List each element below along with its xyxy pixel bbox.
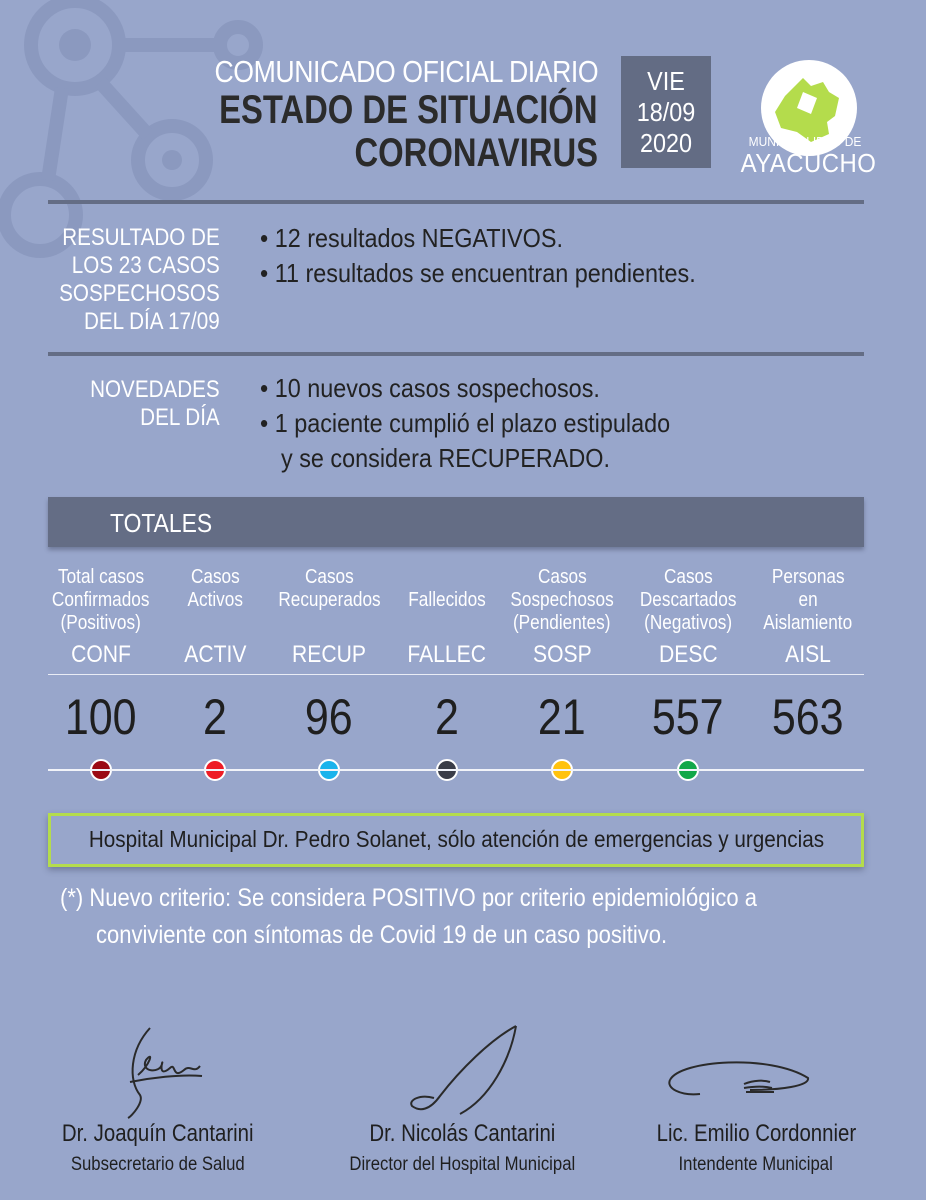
results-label [59, 224, 220, 336]
total-col-abbr-text: RECUP [292, 641, 366, 668]
total-col-desc-line: Aislamiento [763, 612, 853, 634]
total-col-desc-line: Confirmados [52, 589, 150, 611]
total-col-abbr [497, 641, 627, 669]
total-col-desc-line: Casos [190, 566, 240, 588]
criteria-note-line2: conviviente con síntomas de Covid 19 de un caso positivo. [96, 921, 668, 949]
signatory-role-text: Subsecretario de Salud [71, 1154, 245, 1175]
header-title-line2: CORONAVIRUS [354, 131, 598, 175]
total-col-desc-line: Casos [663, 566, 713, 588]
date-daymonth: 18/09 [636, 97, 696, 127]
total-col-desc-line: Personas [771, 566, 845, 588]
signatory-name [322, 1120, 602, 1148]
header-title-line1: ESTADO DE SITUACIÓN [219, 88, 598, 132]
total-col-desc-line: (Pendientes) [513, 612, 611, 634]
total-col-abbr-text: AISL [785, 641, 831, 668]
total-col-value-text: 563 [772, 689, 844, 745]
news-bullet: • 1 paciente cumplió el plazo estipulado [260, 408, 671, 438]
total-col-desc-line: Casos [537, 566, 587, 588]
signature-2 [400, 1020, 530, 1120]
total-col-abbr-text: CONF [71, 641, 131, 668]
news-bullet: • 10 nuevos casos sospechosos. [260, 373, 600, 403]
results-label-line: DEL DÍA 17/09 [84, 308, 220, 335]
total-col-desc [36, 566, 166, 635]
news-label [90, 376, 220, 432]
total-col-desc-line: Fallecidos [408, 589, 486, 611]
total-col-desc-line: en [798, 589, 818, 611]
indicator-track [48, 769, 864, 771]
total-col-abbr-text: FALLEC [407, 641, 487, 668]
signatory-role-text: Intendente Municipal [678, 1154, 834, 1175]
signatory-role [322, 1154, 602, 1176]
signature-1 [110, 1020, 210, 1120]
total-col-abbr-text: ACTIV [183, 641, 247, 668]
results-label-line: RESULTADO DE [62, 224, 221, 251]
total-col-desc-line: (Positivos) [60, 612, 142, 634]
header-subtitle: COMUNICADO OFICIAL DIARIO [214, 54, 598, 89]
totals-title: TOTALES [110, 508, 213, 538]
date-year: 2020 [639, 128, 693, 158]
total-col-value-text: 2 [203, 689, 227, 745]
signatory-role [18, 1154, 298, 1176]
total-col-desc-line: Total casos [57, 566, 145, 588]
total-col-abbr [382, 641, 512, 669]
criteria-note-line1: (*) Nuevo criterio: Se considera POSITIVO por criterio epidemiológico a [60, 884, 757, 912]
section-divider [48, 352, 864, 356]
total-col-abbr [264, 641, 394, 669]
logo-text-top: MUNICIPALIDAD DE [748, 134, 862, 149]
hospital-notice [48, 826, 864, 853]
total-col-abbr [150, 641, 280, 669]
total-col-desc [743, 566, 873, 635]
news-label-line: NOVEDADES [90, 376, 220, 403]
total-col-abbr [623, 641, 753, 669]
total-col-value [492, 688, 632, 746]
total-col-desc [150, 566, 280, 612]
totals-divider [48, 674, 864, 675]
total-col-desc [264, 566, 394, 612]
total-col-value-text: 100 [65, 689, 137, 745]
news-bullet-continuation: y se considera RECUPERADO. [281, 443, 611, 473]
total-col-value-text: 2 [435, 689, 459, 745]
results-bullet: • 12 resultados NEGATIVOS. [260, 223, 563, 253]
signatory-name-text: Dr. Nicolás Cantarini [369, 1120, 555, 1147]
total-col-value [738, 688, 878, 746]
signatory-role-text: Director del Hospital Municipal [349, 1154, 575, 1175]
section-divider [48, 200, 864, 204]
total-col-desc-line: Casos [304, 566, 354, 588]
signatory-name-text: Lic. Emilio Cordonnier [656, 1120, 856, 1147]
total-col-abbr [743, 641, 873, 669]
total-col-desc [382, 589, 512, 612]
logo-text-bottom: AYACUCHO [740, 148, 877, 178]
total-col-value [618, 688, 758, 746]
results-label-line: SOSPECHOSOS [59, 280, 220, 307]
total-col-abbr-text: DESC [658, 641, 718, 668]
signature-3 [660, 1050, 820, 1120]
total-col-desc-line: Descartados [639, 589, 737, 611]
signatory-role [616, 1154, 896, 1176]
news-label-line: DEL DÍA [140, 404, 220, 431]
signatory-name [616, 1120, 896, 1148]
total-col-abbr [36, 641, 166, 669]
signatory-name [18, 1120, 298, 1148]
results-label-line: LOS 23 CASOS [72, 252, 220, 279]
total-col-desc [497, 566, 627, 635]
date-box [621, 56, 711, 168]
total-col-desc-line: Activos [187, 589, 243, 611]
total-col-value-text: 557 [652, 689, 724, 745]
total-col-value-text: 21 [538, 689, 586, 745]
signatory-name-text: Dr. Joaquín Cantarini [62, 1120, 254, 1147]
total-col-abbr-text: SOSP [532, 641, 592, 668]
results-bullet: • 11 resultados se encuentran pendientes. [260, 258, 696, 288]
date-day: VIE [647, 66, 685, 96]
total-col-value-text: 96 [305, 689, 353, 745]
hospital-notice-text: Hospital Municipal Dr. Pedro Solanet, sólo atención de emergencias y urgencias [88, 826, 825, 852]
total-col-desc-line: Sospechosos [510, 589, 614, 611]
total-col-desc-line: Recuperados [277, 589, 381, 611]
total-col-desc-line: (Negativos) [644, 612, 732, 634]
total-col-desc [623, 566, 753, 635]
